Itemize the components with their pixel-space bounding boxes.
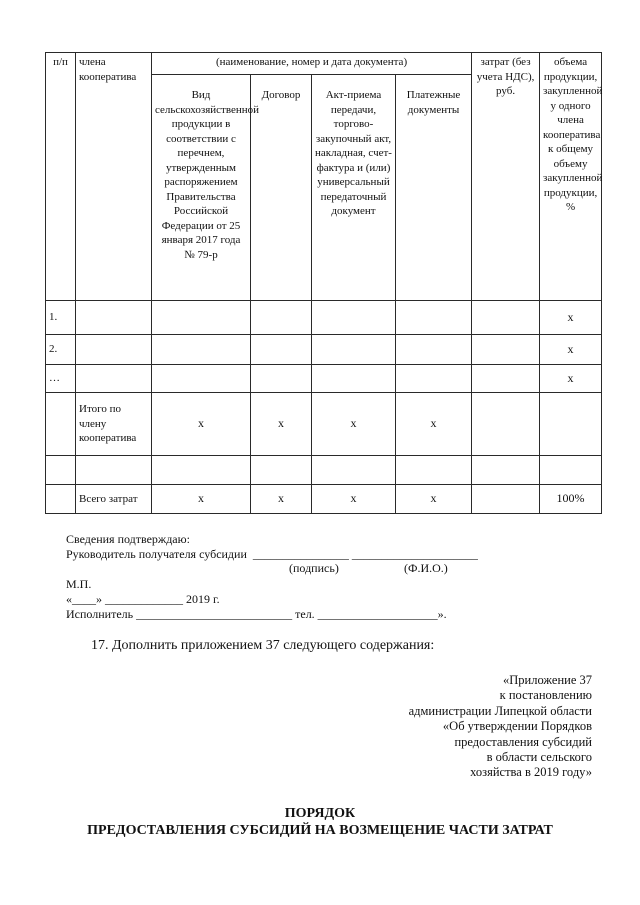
annex-header <box>409 673 592 781</box>
header-payment-docs: Платежные документы <box>396 75 472 301</box>
table-row: Итого по члену кооператива х х х х <box>46 393 602 456</box>
date-line: «____» _____________ 2019 г. <box>66 592 220 606</box>
stamp-label: М.П. <box>66 577 92 591</box>
header-costs: затрат (без учета НДС), руб. <box>472 53 540 301</box>
confirmation-block <box>66 532 478 622</box>
confirm-text: Сведения подтверждаю: <box>66 532 190 546</box>
executor-line: Исполнитель __________________________ тел. ____________________». <box>66 607 447 621</box>
header-number: п/п <box>46 53 76 301</box>
table-row: Всего затрат х х х х 100% <box>46 485 602 514</box>
annex-line: в области сельского <box>486 750 592 765</box>
header-product-type: Вид сельскохозяйственной продукции в соответствии с перечнем, утвержденным распоряжением Правительства Российской Федерации от 25 января 2017 года № 79-р <box>152 75 251 301</box>
table-row: 2. х <box>46 335 602 365</box>
section-title: ПОРЯДОК <box>284 806 356 821</box>
cost-table <box>45 52 602 514</box>
annex-line: «Приложение 37 <box>503 673 592 687</box>
annex-line: к постановлению <box>499 688 592 703</box>
name-caption: (Ф.И.О.) <box>404 561 448 575</box>
table-row: … х <box>46 365 602 393</box>
header-contract: Договор <box>251 75 312 301</box>
annex-line: предоставления субсидий <box>454 734 592 749</box>
table-row <box>46 456 602 485</box>
annex-line: «Об утверждении Порядков <box>442 719 592 734</box>
annex-line: хозяйства в 2019 году» <box>470 765 592 780</box>
header-member: члена кооператива <box>76 53 152 301</box>
header-documents-group: (наименование, номер и дата документа) <box>152 53 472 75</box>
section-subtitle: ПРЕДОСТАВЛЕНИЯ СУБСИДИЙ НА ВОЗМЕЩЕНИЕ ЧАСТИ ЗАТРАТ <box>87 823 553 838</box>
header-share: объема продукции, закупленной у одного члена кооператива к общему объему закупленной продукции, % <box>540 53 602 301</box>
header-acceptance-act: Акт-приема передачи, торгово-закупочный акт, накладная, счет-фактура и (или) универсальный передаточный документ <box>312 75 396 301</box>
table-row: 1. х <box>46 301 602 335</box>
signature-caption: (подпись) <box>289 561 339 575</box>
head-signature-line: Руководитель получателя субсидии ________________ _____________________ <box>66 547 478 561</box>
annex-line: администрации Липецкой области <box>408 703 592 718</box>
item-17-text: 17. Дополнить приложением 37 следующего содержания: <box>91 638 435 653</box>
